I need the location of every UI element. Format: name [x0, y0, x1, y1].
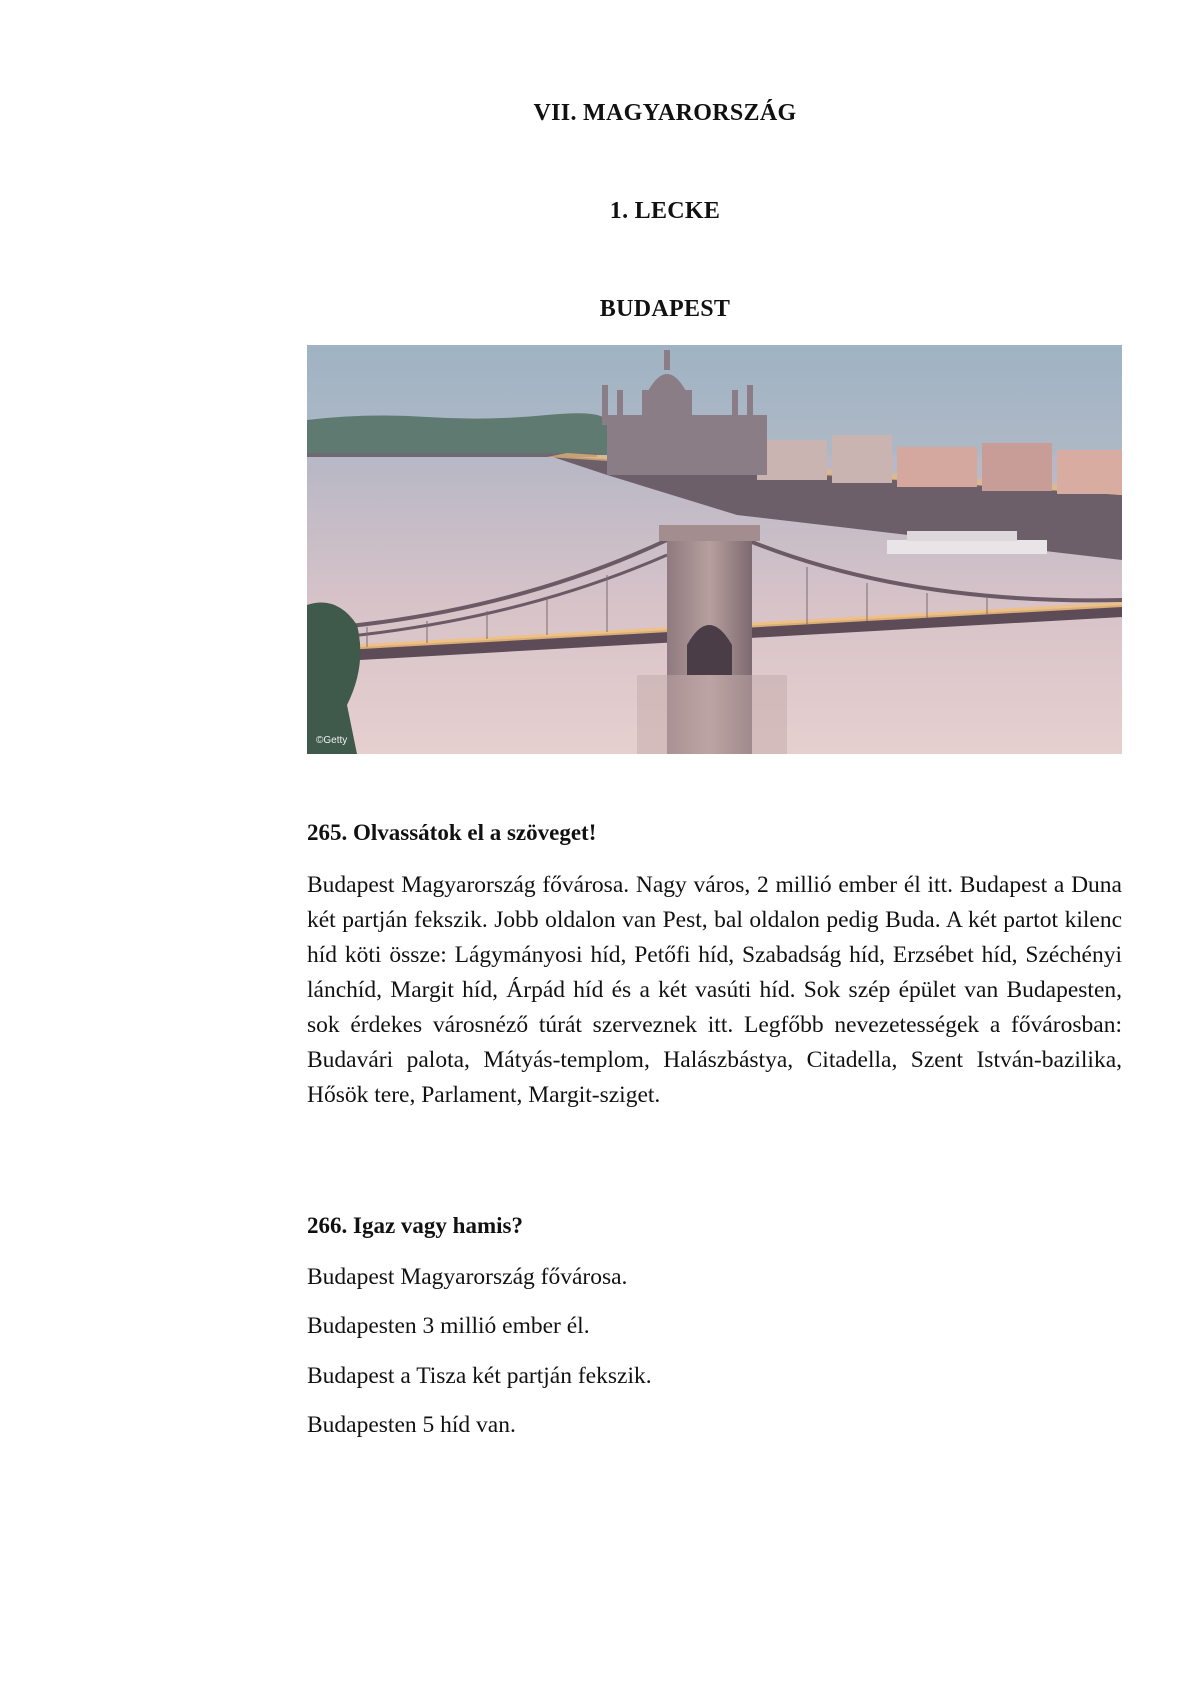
budapest-photo	[307, 345, 1122, 754]
statement-2: Budapesten 3 millió ember él.	[307, 1313, 590, 1339]
exercise-265-title: 265. Olvassátok el a szöveget!	[307, 820, 597, 845]
statement-1: Budapest Magyarország fővárosa.	[307, 1264, 628, 1290]
chapter-heading: VII. MAGYARORSZÁG	[533, 100, 797, 126]
photo-credit: ©Getty	[316, 735, 348, 746]
statement-3: Budapest a Tisza két partján fekszik.	[307, 1363, 652, 1389]
exercise-265-text: Budapest Magyarország fővárosa. Nagy város, 2 millió ember él itt. Budapest a Duna két partján fekszik. Jobb oldalon van Pest, bal oldalon pedig Buda. A két partot kilenc híd köti össze: Lágymányosi híd, Petőfi híd, Szabadság híd, Erzsébet híd, Széchényi lánchíd, Margit híd, Árpád híd és a két vasúti híd. Sok szép épület van Budapesten, sok érdekes városnéző túrát szerveznek itt. Legfőbb nevezetességek a fővárosban: Budavári palota, Mátyás-templom, Halászbástya, Citadella, Szent István-bazilika, Hősök tere, Parlament, Margit-sziget.	[307, 872, 1122, 1108]
exercise-266-title: 266. Igaz vagy hamis?	[307, 1213, 523, 1238]
page-title: BUDAPEST	[599, 296, 731, 322]
statement-4: Budapesten 5 híd van.	[307, 1412, 516, 1438]
budapest-illustration	[307, 345, 1122, 754]
lesson-heading: 1. LECKE	[609, 198, 721, 224]
